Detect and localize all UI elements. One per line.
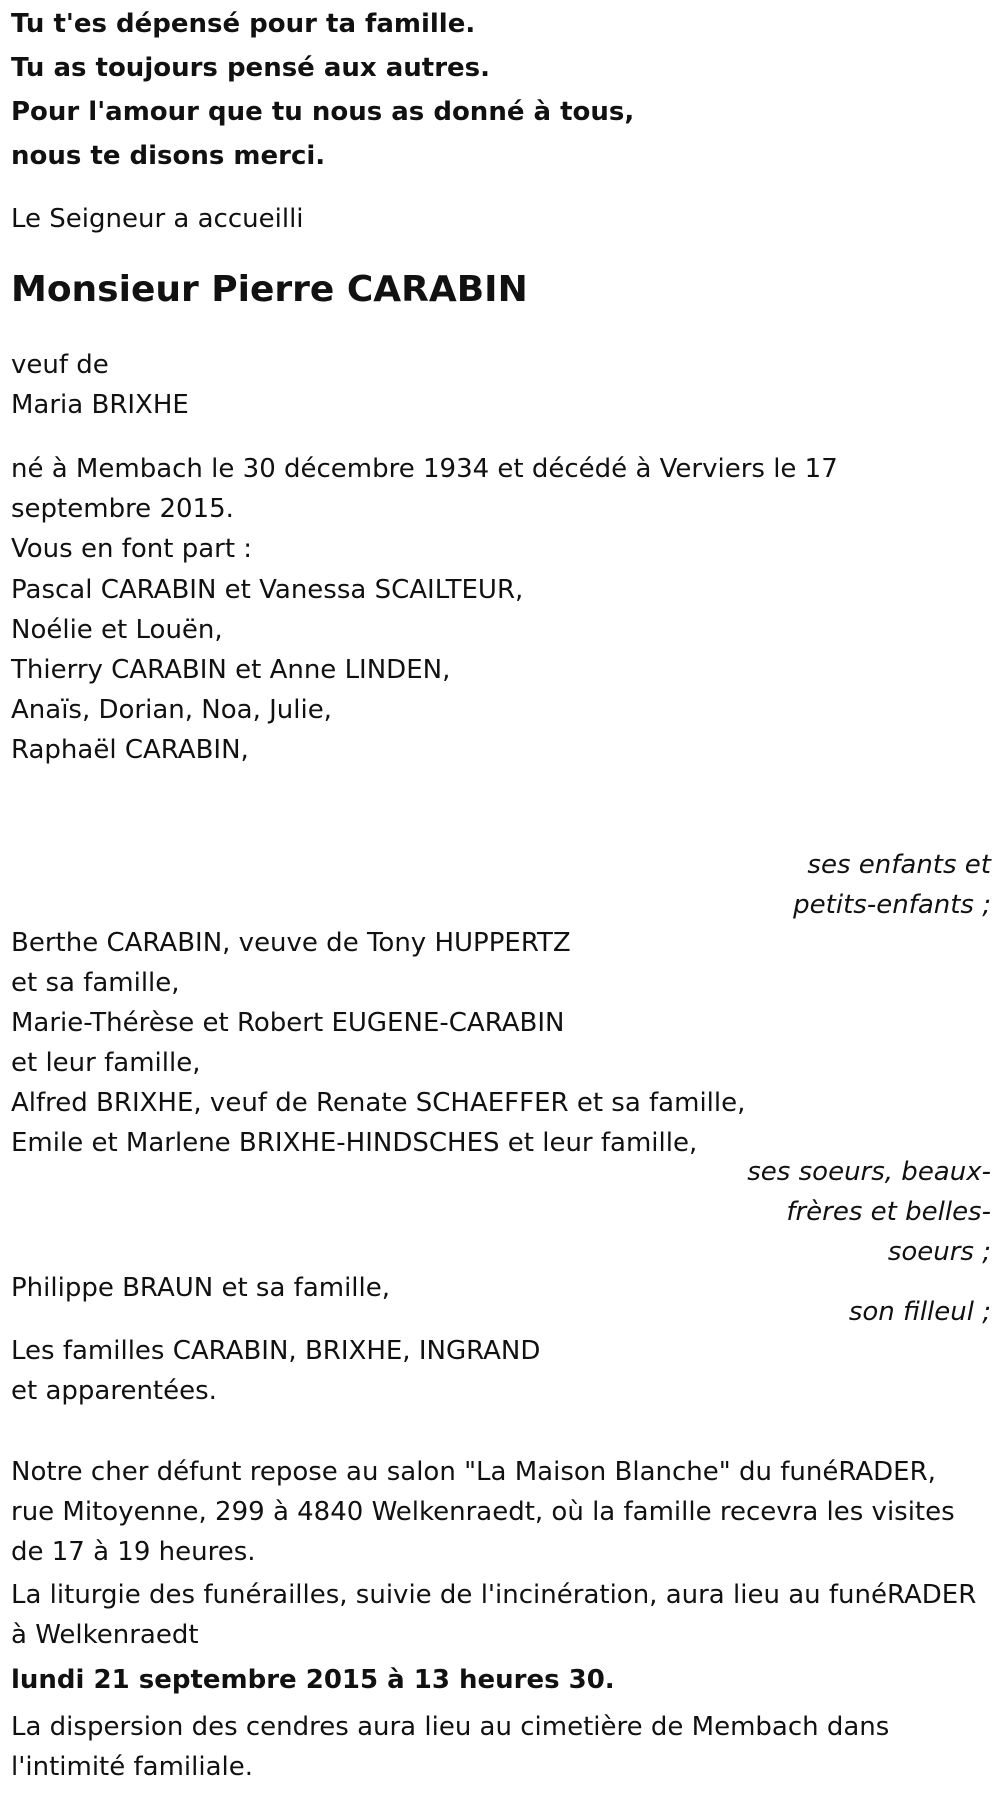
announce-text: Vous en font part :	[11, 534, 253, 564]
poem-line: Tu as toujours pensé aux autres.	[11, 53, 491, 83]
rest-info	[11, 1452, 955, 1572]
godson-role	[11, 1292, 991, 1332]
liturgy-line: La liturgie des funérailles, suivie de l'incinération, aura lieu au funéRADER	[11, 1580, 977, 1610]
list-item: Marie-Thérèse et Robert EUGENE-CARABIN	[11, 1008, 565, 1038]
rest-line: de 17 à 19 heures.	[11, 1537, 256, 1567]
list-item: Pascal CARABIN et Vanessa SCAILTEUR,	[11, 575, 524, 605]
poem-line: Tu t'es dépensé pour ta famille.	[11, 9, 476, 39]
list-item: Alfred BRIXHE, veuf de Renate SCHAEFFER et sa famille,	[11, 1088, 746, 1118]
intro-text: Le Seigneur a accueilli	[11, 204, 304, 234]
liturgy-info	[11, 1575, 976, 1655]
poem-line: Pour l'amour que tu nous as donné à tous,	[11, 97, 635, 127]
birth-death-info	[11, 449, 838, 529]
list-item: et leur famille,	[11, 1048, 201, 1078]
role-line: son filleul ;	[848, 1297, 991, 1327]
godson-name: Philippe BRAUN et sa famille,	[11, 1273, 391, 1303]
list-item: Thierry CARABIN et Anne LINDEN,	[11, 655, 451, 685]
list-item: Anaïs, Dorian, Noa, Julie,	[11, 695, 332, 725]
siblings-role	[11, 1152, 991, 1272]
rest-line: rue Mitoyenne, 299 à 4840 Welkenraedt, où la famille recevra les visites	[11, 1497, 955, 1527]
role-line: ses enfants et	[807, 850, 991, 880]
birth-death-line: né à Membach le 30 décembre 1934 et décédé à Verviers le 17	[11, 454, 838, 484]
poem-line: nous te disons merci.	[11, 141, 326, 171]
families-block	[11, 1331, 540, 1411]
list-item: Berthe CARABIN, veuve de Tony HUPPERTZ	[11, 928, 571, 958]
role-line: ses soeurs, beaux-	[747, 1157, 991, 1187]
poem	[11, 2, 634, 178]
role-line: petits-enfants ;	[793, 890, 991, 920]
rest-line: Notre cher défunt repose au salon "La Maison Blanche" du funéRADER,	[11, 1457, 936, 1487]
liturgy-line: à Welkenraedt	[11, 1620, 199, 1650]
list-item: Emile et Marlene BRIXHE-HINDSCHES et leur famille,	[11, 1128, 698, 1158]
role-line: soeurs ;	[887, 1237, 991, 1267]
children-list	[11, 570, 523, 770]
birth-death-line: septembre 2015.	[11, 494, 234, 524]
list-item: Raphaël CARABIN,	[11, 735, 249, 765]
dispersion-line: La dispersion des cendres aura lieu au cimetière de Membach dans	[11, 1712, 890, 1742]
widower-label: veuf de	[11, 350, 109, 380]
spouse-name: Maria BRIXHE	[11, 390, 189, 420]
dispersion-info	[11, 1707, 889, 1787]
funeral-date: lundi 21 septembre 2015 à 13 heures 30.	[11, 1665, 615, 1695]
dispersion-line: l'intimité familiale.	[11, 1752, 253, 1782]
siblings-list	[11, 923, 745, 1163]
families-line: Les familles CARABIN, BRIXHE, INGRAND	[11, 1336, 541, 1366]
list-item: Noélie et Louën,	[11, 615, 223, 645]
deceased-name: Monsieur Pierre CARABIN	[11, 269, 528, 310]
children-role	[11, 845, 991, 925]
spouse-block	[11, 345, 189, 425]
list-item: et sa famille,	[11, 968, 180, 998]
role-line: frères et belles-	[786, 1197, 991, 1227]
families-line: et apparentées.	[11, 1376, 217, 1406]
